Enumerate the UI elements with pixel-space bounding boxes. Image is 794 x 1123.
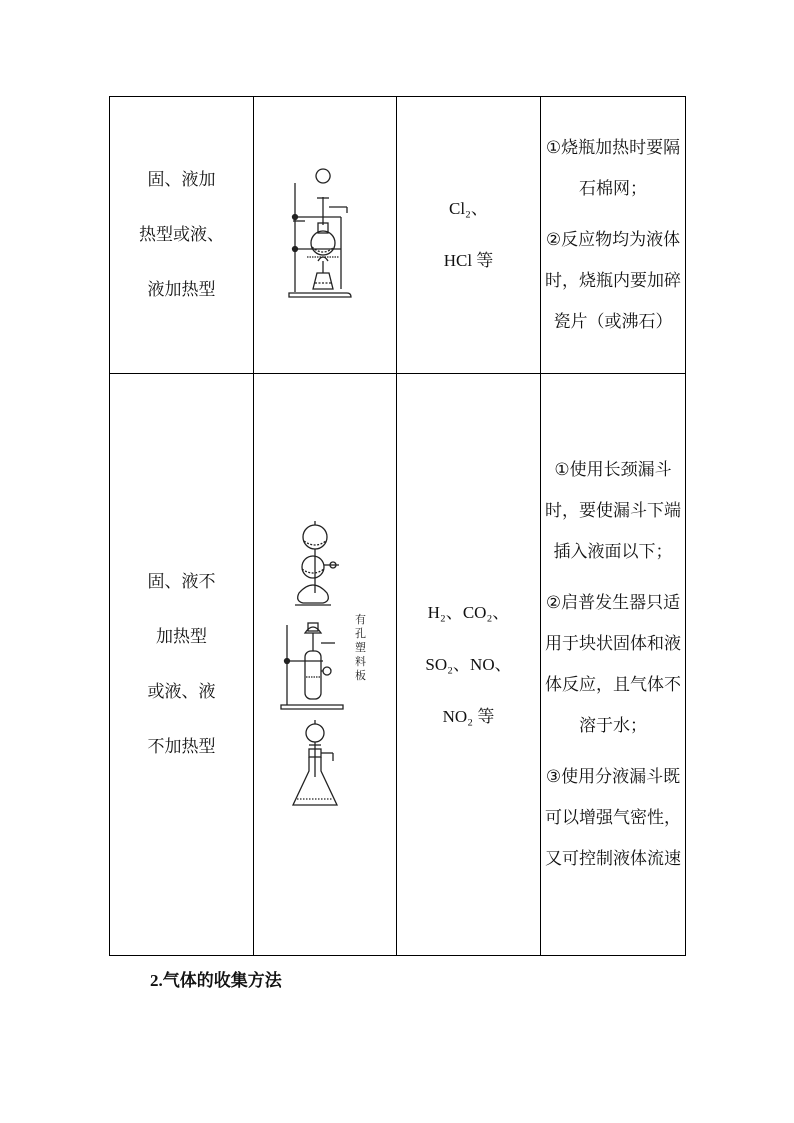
gas-line: NO₂ 等 <box>442 706 495 726</box>
label-char: 板 <box>355 668 366 682</box>
label-char: 塑 <box>355 640 366 654</box>
type-line: 固、液加 <box>147 169 216 190</box>
gas-line: SO₂、NO、 <box>425 654 512 674</box>
gas-line: H₂、CO₂、 <box>427 602 510 622</box>
heating-flask-apparatus-icon <box>285 165 365 305</box>
gas-line: HCl 等 <box>443 251 494 270</box>
section-number: 2. <box>150 971 163 990</box>
apparatus-cell <box>254 374 397 956</box>
gas-generation-table <box>109 96 686 956</box>
note-item: ③使用分液漏斗既可以增强气密性，又可控制液体流速 <box>545 766 681 869</box>
label-char: 孔 <box>355 626 366 640</box>
note-item: ①烧瓶加热时要隔石棉网； <box>545 137 681 199</box>
label-char: 有 <box>355 612 366 626</box>
section-title: 气体的收集方法 <box>162 971 282 991</box>
notes-cell <box>541 97 686 374</box>
label-char: 料 <box>355 654 366 668</box>
type-line: 固、液不 <box>147 571 216 592</box>
gas-cell <box>397 97 541 374</box>
note-item: ②反应物均为液体时，烧瓶内要加碎瓷片（或沸石） <box>545 229 681 332</box>
section-heading <box>150 966 282 991</box>
type-line: 液加热型 <box>147 279 216 300</box>
reaction-type-cell <box>110 97 254 374</box>
notes-block <box>541 128 685 343</box>
type-line: 加热型 <box>156 626 207 647</box>
table-row <box>110 374 686 956</box>
notes-block <box>541 450 685 880</box>
type-line: 或液、液 <box>147 681 216 702</box>
notes-cell <box>541 374 686 956</box>
kipp-generator-apparatus-icon <box>275 515 375 815</box>
note-item: ①使用长颈漏斗时，要使漏斗下端插入液面以下； <box>545 459 681 562</box>
table-row <box>110 97 686 374</box>
type-line: 热型或液、 <box>139 224 224 245</box>
porous-plate-label <box>355 613 366 682</box>
apparatus-cell <box>254 97 397 374</box>
type-line: 不加热型 <box>147 736 216 757</box>
gas-line: Cl₂、 <box>449 199 488 218</box>
gas-cell <box>397 374 541 956</box>
note-item: ②启普发生器只适用于块状固体和液体反应，且气体不溶于水； <box>545 592 681 736</box>
reaction-type-cell <box>110 374 254 956</box>
